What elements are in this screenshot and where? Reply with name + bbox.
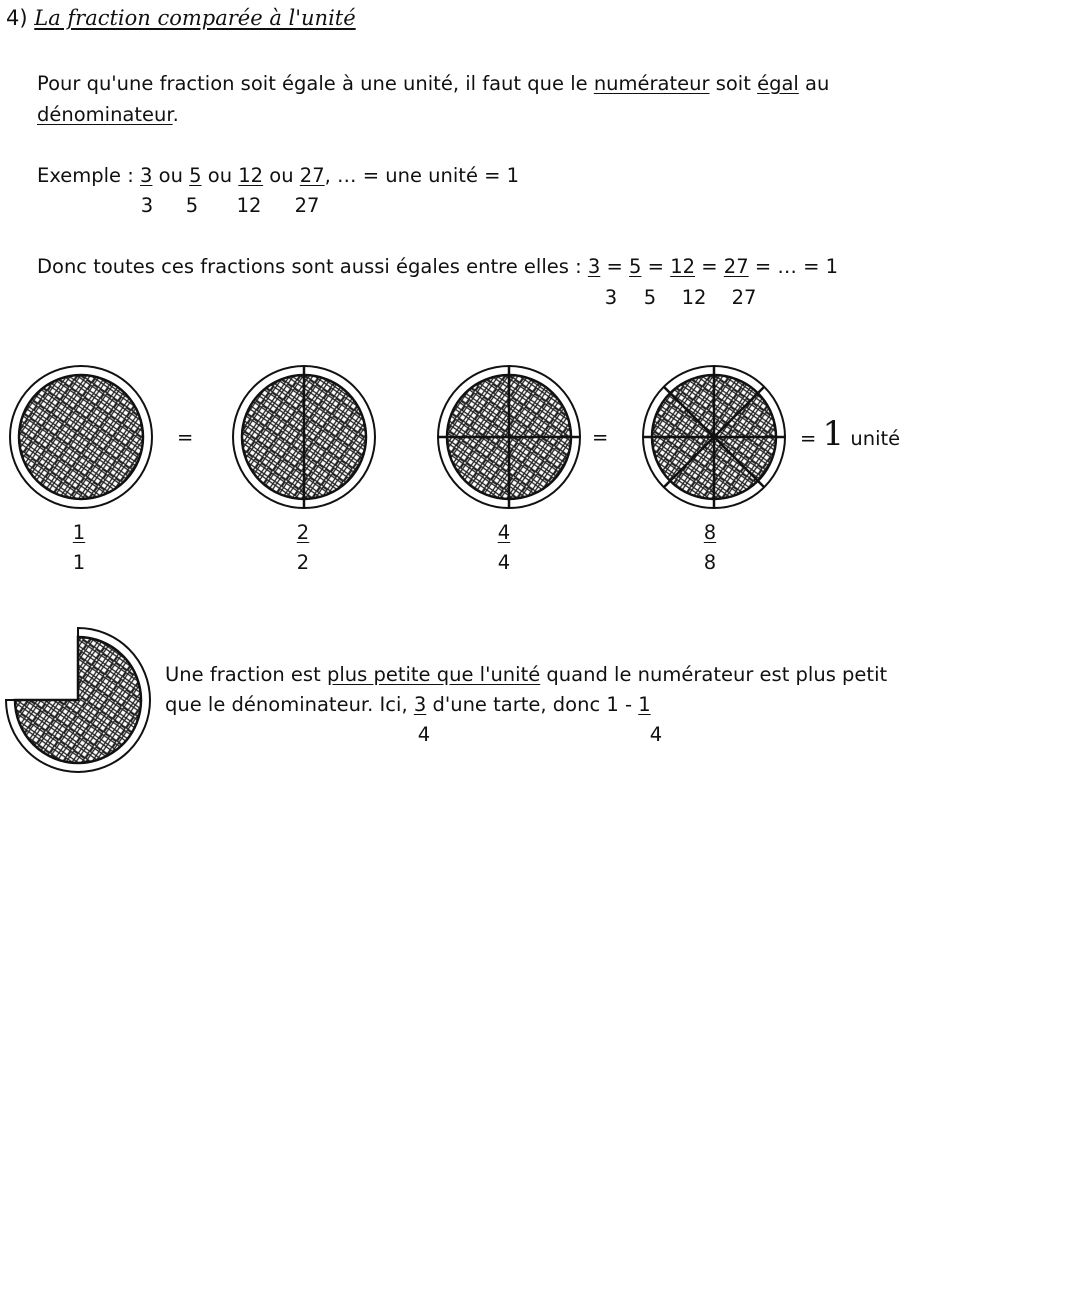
example-den-4: 27 [294,194,320,217]
example-num-1: 3 [140,164,153,187]
example-num-4: 27 [299,164,325,187]
donc-text: Donc toutes ces fractions sont aussi égales entre elles : [37,255,588,278]
example-line [37,165,519,187]
smaller-text: d'une tarte, donc 1 - [426,693,639,716]
example-den-2: 5 [185,194,199,217]
section-number: 4) [6,6,28,30]
term-denominateur: dénominateur [37,103,173,126]
donc-num-3: 12 [670,255,696,278]
equals-sign: = [800,427,817,450]
equals-sign: = [177,426,194,449]
donc-eq: = [606,255,623,278]
example-num-2: 5 [189,164,202,187]
term-plus-petite: plus petite que l'unité [326,663,541,686]
equals-sign: = [592,426,609,449]
pie-num-2: 2 [296,521,310,544]
smaller-text: Une fraction est [165,663,327,686]
example-den-1: 3 [140,194,154,217]
smaller-den-2: 4 [649,723,663,746]
pie-eighths-illustration [641,364,787,510]
unit-label [800,414,900,454]
example-tail: , … = une unité = 1 [324,164,520,187]
pie-halves-illustration [231,364,377,510]
donc-den-4: 27 [731,286,757,309]
smaller-den-1: 4 [417,723,431,746]
example-sep: ou [269,164,294,187]
pie-num-1: 1 [72,521,86,544]
smaller-line-1 [165,664,887,686]
donc-eq: = [701,255,718,278]
donc-num-4: 27 [723,255,749,278]
donc-den-2: 5 [643,286,657,309]
term-numerateur: numérateur [593,72,710,95]
smaller-num-2: 1 [638,693,651,716]
section-heading: La fraction comparée à l'unité [34,6,356,30]
section-title [6,6,356,30]
intro-line-1 [37,73,829,95]
donc-eq: = [647,255,665,278]
intro-line-2 [37,104,179,126]
pie-num-3: 4 [497,521,511,544]
donc-line [37,256,838,278]
smaller-line-2 [165,694,651,716]
pie-den-1: 1 [72,551,86,574]
donc-num-1: 3 [587,255,601,278]
smaller-text: que le dénominateur. Ici, [165,693,414,716]
donc-den-3: 12 [681,286,707,309]
pie-den-4: 8 [703,551,717,574]
intro-text: au [798,72,830,95]
unit-word: unité [850,427,901,450]
example-sep: ou [158,164,183,187]
example-sep: ou [207,164,233,187]
donc-num-2: 5 [629,255,642,278]
smaller-num-1: 3 [413,693,427,716]
example-label: Exemple : [37,164,141,187]
pie-den-3: 4 [497,551,511,574]
pie-den-2: 2 [296,551,310,574]
smaller-text: quand le numérateur est plus petit [540,663,888,686]
pie-three-quarters-illustration [4,624,154,780]
number-one: 1 [822,414,845,454]
intro-text: soit [709,72,758,95]
example-num-3: 12 [238,164,264,187]
example-den-3: 12 [236,194,262,217]
donc-tail: = … = 1 [754,255,839,278]
pie-quarters-illustration [436,364,582,510]
pie-num-4: 8 [703,521,717,544]
intro-period: . [172,103,179,126]
donc-den-1: 3 [604,286,618,309]
pie-whole-illustration [8,364,154,510]
intro-text: Pour qu'une fraction soit égale à une unité, il faut que le [37,72,594,95]
term-egal: égal [757,72,799,95]
